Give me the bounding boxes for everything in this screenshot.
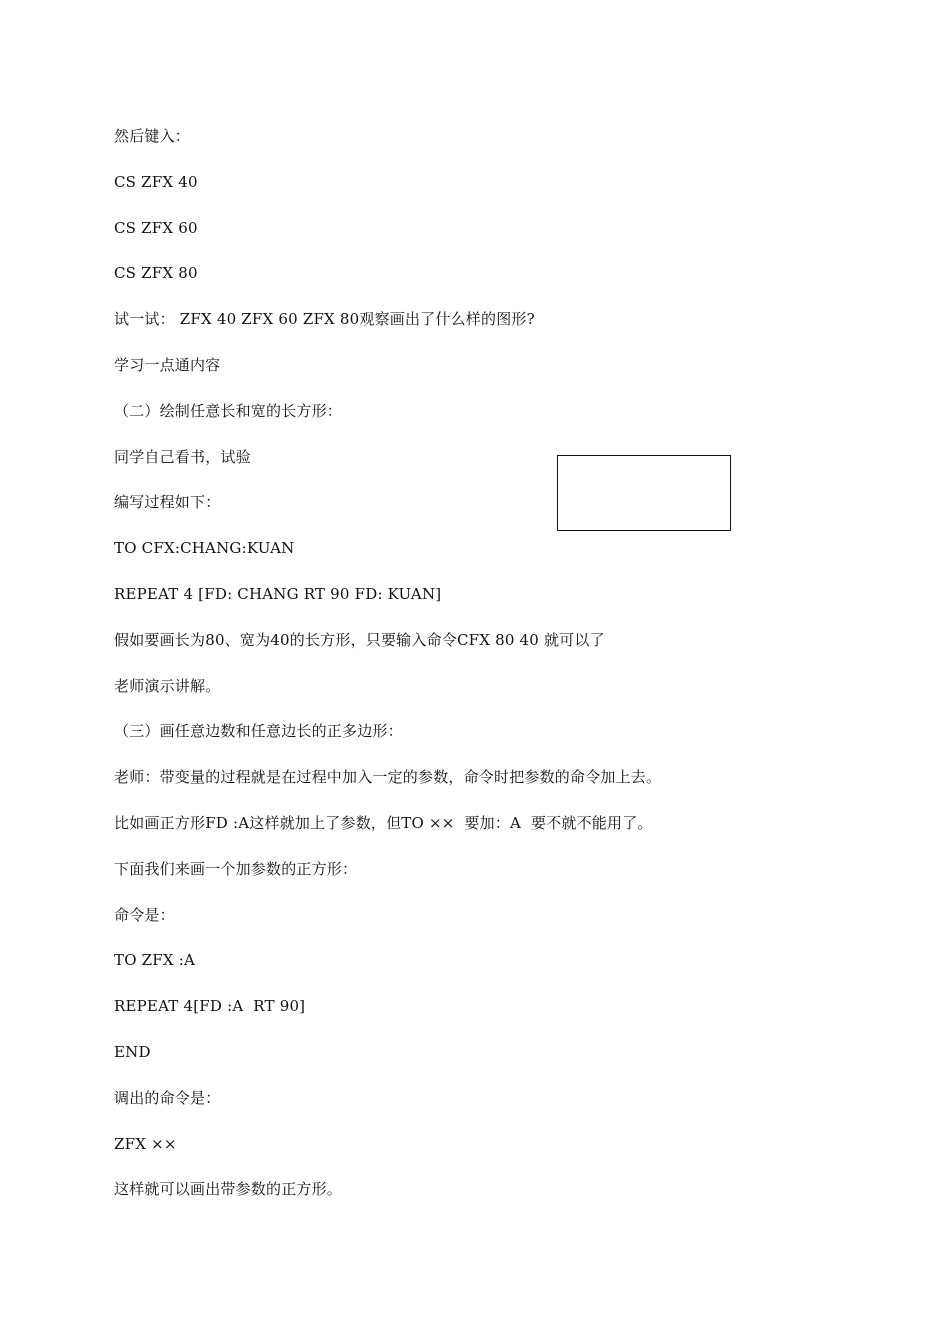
text-line: 同学自己看书，试验 xyxy=(114,448,251,466)
code-line: CS ZFX 60 xyxy=(114,219,198,237)
text-line: 试一试： ZFX 40 ZFX 60 ZFX 80观察画出了什么样的图形? xyxy=(114,310,535,328)
text-line: 老师演示讲解。 xyxy=(114,677,221,695)
section-heading: 学习一点通内容 xyxy=(114,356,221,374)
text-line: 老师：带变量的过程就是在过程中加入一定的参数，命令时把参数的命令加上去。 xyxy=(114,768,662,786)
text-line: 下面我们来画一个加参数的正方形： xyxy=(114,860,358,878)
text-line: 比如画正方形FD :A这样就加上了参数，但TO ×× 要加：A 要不就不能用了。 xyxy=(114,814,653,832)
text-line: 这样就可以画出带参数的正方形。 xyxy=(114,1180,343,1198)
text-line: 然后键入： xyxy=(114,127,191,145)
section-heading: （二）绘制任意长和宽的长方形： xyxy=(114,402,343,420)
code-line: CS ZFX 80 xyxy=(114,264,198,282)
rectangle-figure xyxy=(557,455,731,531)
code-line: CS ZFX 40 xyxy=(114,173,198,191)
code-line: REPEAT 4[FD :A RT 90] xyxy=(114,997,306,1015)
code-line: ZFX ×× xyxy=(114,1135,177,1153)
text-line: 调出的命令是： xyxy=(114,1089,221,1107)
code-line: REPEAT 4 [FD: CHANG RT 90 FD: KUAN] xyxy=(114,585,442,603)
text-line: 命令是： xyxy=(114,906,175,924)
text-line: 编写过程如下： xyxy=(114,493,221,511)
code-line: TO ZFX :A xyxy=(114,951,196,969)
code-line: END xyxy=(114,1043,151,1061)
section-heading: （三）画任意边数和任意边长的正多边形： xyxy=(114,722,403,740)
code-line: TO CFX:CHANG:KUAN xyxy=(114,539,295,557)
text-line: 假如要画长为80、宽为40的长方形，只要输入命令CFX 80 40 就可以了 xyxy=(114,631,605,649)
